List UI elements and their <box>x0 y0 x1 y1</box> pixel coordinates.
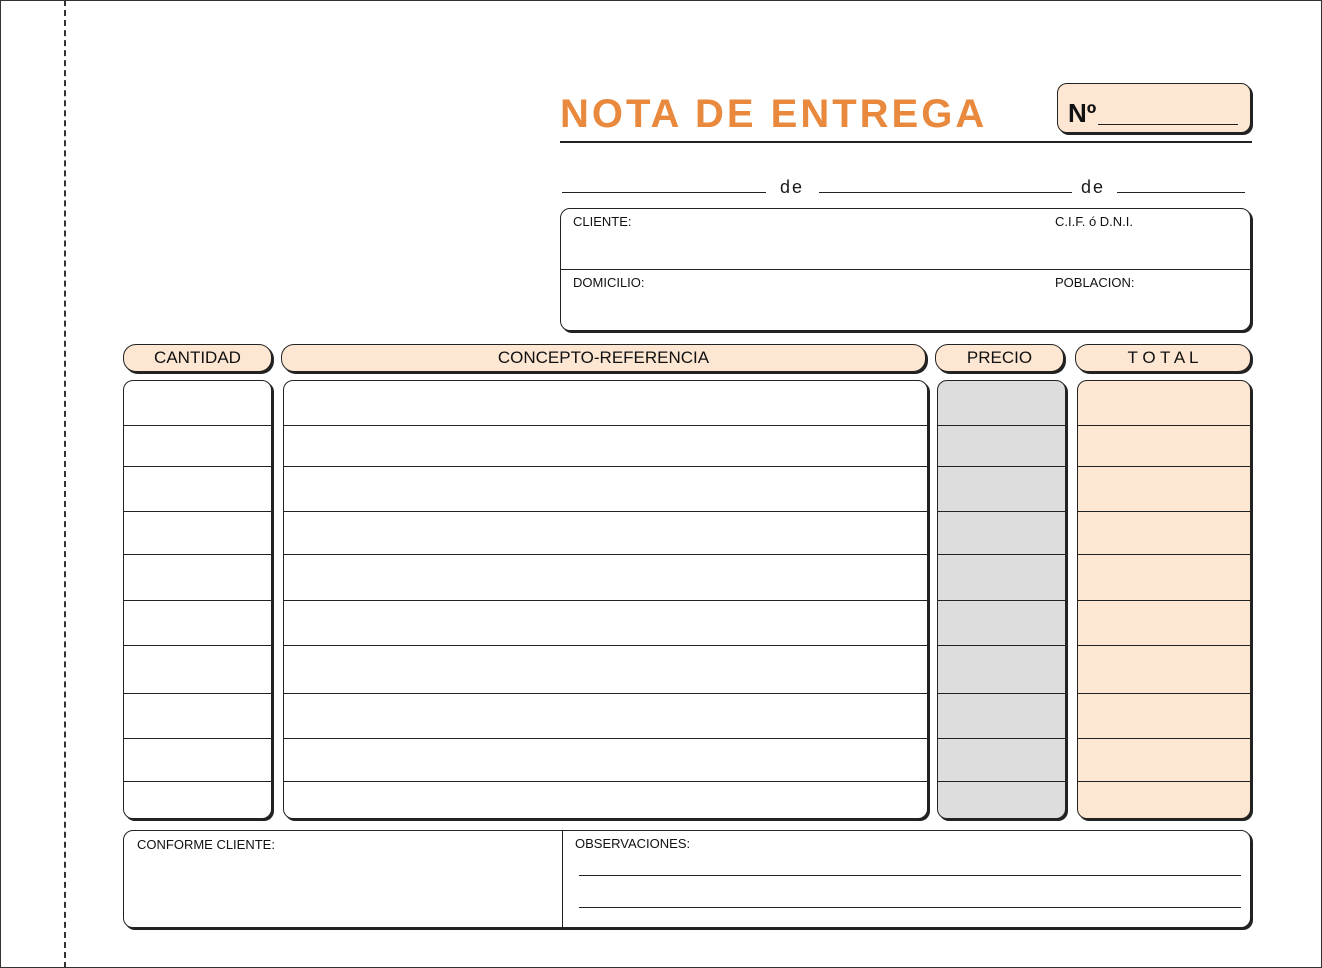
domicilio-label: DOMICILIO: <box>573 275 645 290</box>
date-separator: de <box>1081 177 1106 197</box>
table-row-line <box>1078 693 1250 694</box>
table-row-line <box>1078 781 1250 782</box>
footer-divider <box>562 831 563 927</box>
table-row-line <box>938 645 1065 646</box>
perforation-line <box>64 0 66 968</box>
table-row-line <box>938 554 1065 555</box>
table-row-line <box>124 554 271 555</box>
table-row-line <box>124 645 271 646</box>
table-row-line <box>284 554 927 555</box>
conforme-cliente-label: CONFORME CLIENTE: <box>137 837 275 852</box>
table-row-line <box>124 693 271 694</box>
table-row-line <box>938 466 1065 467</box>
poblacion-label: POBLACION: <box>1055 275 1135 290</box>
table-row-line <box>1078 466 1250 467</box>
table-row-line <box>938 781 1065 782</box>
number-field-line[interactable] <box>1098 124 1238 125</box>
table-row-line <box>938 511 1065 512</box>
document-title: NOTA DE ENTREGA <box>560 92 988 136</box>
table-row-line <box>1078 511 1250 512</box>
cif-label: C.I.F. ó D.N.I. <box>1055 214 1134 229</box>
column-header-concepto: CONCEPTO-REFERENCIA <box>281 344 926 372</box>
column-precio[interactable] <box>937 380 1066 819</box>
column-concepto[interactable] <box>283 380 928 819</box>
observaciones-line[interactable] <box>579 907 1241 908</box>
table-row-line <box>938 600 1065 601</box>
table-row-line <box>938 693 1065 694</box>
table-row-line <box>1078 738 1250 739</box>
column-header-total: T O T A L <box>1075 344 1251 372</box>
table-row-line <box>284 693 927 694</box>
column-header-precio: PRECIO <box>935 344 1064 372</box>
column-cantidad[interactable] <box>123 380 272 819</box>
table-row-line <box>284 600 927 601</box>
table-row-line <box>1078 554 1250 555</box>
table-row-line <box>124 738 271 739</box>
footer-box <box>123 830 1251 928</box>
client-divider <box>561 269 1250 270</box>
table-row-line <box>1078 645 1250 646</box>
observaciones-line[interactable] <box>579 875 1241 876</box>
number-box[interactable] <box>1057 83 1251 133</box>
date-year-line[interactable] <box>1117 192 1245 193</box>
client-info-box <box>560 208 1251 331</box>
table-row-line <box>284 511 927 512</box>
table-row-line <box>284 425 927 426</box>
column-total[interactable] <box>1077 380 1251 819</box>
table-row-line <box>284 645 927 646</box>
table-row-line <box>124 600 271 601</box>
date-separator: de <box>780 177 805 197</box>
observaciones-label: OBSERVACIONES: <box>575 836 691 851</box>
table-row-line <box>1078 425 1250 426</box>
table-row-line <box>124 511 271 512</box>
date-month-line[interactable] <box>819 192 1072 193</box>
cliente-label: CLIENTE: <box>573 214 632 229</box>
table-row-line <box>284 781 927 782</box>
number-label: Nº <box>1068 98 1097 128</box>
table-row-line <box>124 781 271 782</box>
table-row-line <box>938 425 1065 426</box>
table-row-line <box>1078 600 1250 601</box>
table-row-line <box>938 738 1065 739</box>
table-row-line <box>124 466 271 467</box>
table-row-line <box>284 738 927 739</box>
title-rule <box>560 141 1252 143</box>
table-row-line <box>124 425 271 426</box>
column-header-cantidad: CANTIDAD <box>123 344 272 372</box>
table-row-line <box>284 466 927 467</box>
date-day-line[interactable] <box>562 192 766 193</box>
